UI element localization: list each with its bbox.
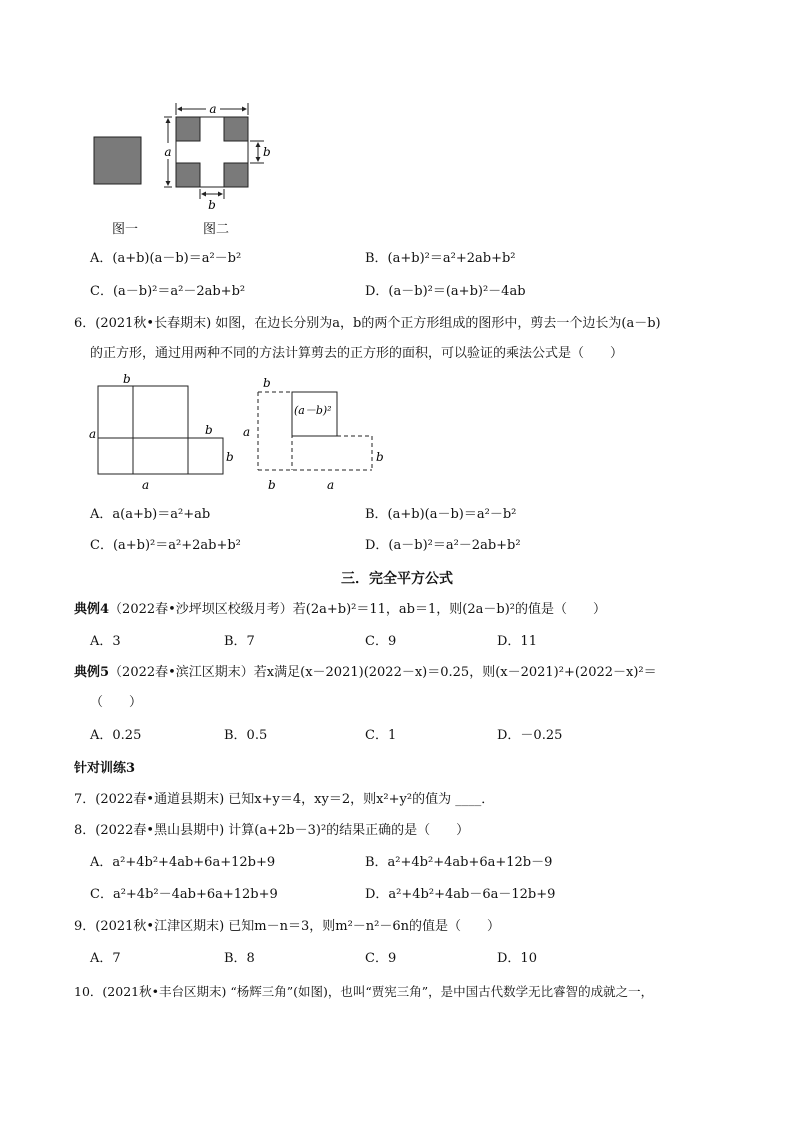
q7-text: 7．(2022春•通道县期末) 已知x+y＝4，xy＝2，则x²+y²的值为 ____． <box>74 792 495 807</box>
q6-option-c: C．(a+b)²＝a²+2ab+b² <box>90 538 241 553</box>
corner-square-br <box>224 163 248 187</box>
training-heading: 针对训练3 <box>74 761 136 776</box>
q9-option-c: C．9 <box>365 951 397 966</box>
fig2-left-b-top: b <box>123 372 131 386</box>
label-b-bottom: b <box>208 198 216 212</box>
fig2-left-b-right: b <box>226 450 234 464</box>
q8-option-a: A．a²+4b²+4ab+6a+12b+9 <box>90 855 276 870</box>
ex4-option-a: A．3 <box>90 634 121 649</box>
q8-option-b: B．a²+4b²+4ab+6a+12b－9 <box>365 855 553 870</box>
ex5-option-c: C．1 <box>365 728 397 743</box>
fig2-right-b-bottom: b <box>268 478 276 492</box>
q5-option-b: B．(a+b)²＝a²+2ab+b² <box>365 251 516 266</box>
ex4-option-b: B．7 <box>224 634 255 649</box>
q9-text: 9．(2021秋•江津区期末) 已知m－n＝3，则m²－n²－6n的值是（ ） <box>74 919 501 934</box>
ex5-option-a: A．0.25 <box>90 728 142 743</box>
fig2-right-b-right: b <box>376 450 384 464</box>
q5-option-a: A．(a+b)(a－b)＝a²－b² <box>90 251 242 266</box>
fig2-left-big <box>98 386 188 474</box>
example-5-label: 典例5 <box>74 665 110 680</box>
corner-square-tr <box>224 117 248 141</box>
fig2-right-a: a <box>243 425 251 439</box>
q9-option-d: D．10 <box>497 951 537 966</box>
q6-option-a: A．a(a+b)＝a²+ab <box>90 507 211 522</box>
example-4-text: （2022春•沙坪坝区校级月考）若(2a+b)²＝11，ab＝1，则(2a－b)²的值是（ ） <box>109 602 606 617</box>
q6-line-2: 的正方形，通过用两种不同的方法计算剪去的正方形的面积，可以验证的乘法公式是（ ） <box>90 346 624 361</box>
q8-text: 8．(2022春•黑山县期中) 计算(a+2b－3)²的结果正确的是（ ） <box>74 823 470 838</box>
figure-1-svg <box>80 95 280 220</box>
q5-option-d: D．(a－b)²＝(a+b)²－4ab <box>365 284 526 299</box>
fig2-left-b-right-top: b <box>205 423 213 437</box>
q9-option-a: A．7 <box>90 951 121 966</box>
example-4-label: 典例4 <box>74 602 110 617</box>
q6-option-d: D．(a－b)²＝a²－2ab+b² <box>365 538 521 553</box>
caption-figure-1: 图一 <box>112 222 139 237</box>
section-title: 三．完全平方公式 <box>341 571 453 587</box>
caption-figure-2: 图二 <box>203 222 230 237</box>
q8-option-d: D．a²+4b²+4ab－6a－12b+9 <box>365 887 556 902</box>
figure-2-svg <box>85 372 395 494</box>
q6-option-b: B．(a+b)(a－b)＝a²－b² <box>365 507 517 522</box>
q10-text: 10．(2021秋•丰台区期末) “杨辉三角”(如图)，也叫“贾宪三角”，是中国古代数学无比睿智的成就之一， <box>74 984 654 999</box>
figure-1 <box>80 95 280 220</box>
example-5 <box>74 664 657 682</box>
solid-square <box>94 137 141 184</box>
example-4 <box>74 601 606 619</box>
ex5-option-b: B．0.5 <box>224 728 268 743</box>
figure-2 <box>85 372 395 494</box>
example-5-line-2: （ ） <box>90 695 143 710</box>
label-b-right: b <box>263 145 271 159</box>
q9-option-b: B．8 <box>224 951 255 966</box>
q5-option-c: C．(a－b)²＝a²－2ab+b² <box>90 284 246 299</box>
fig2-right-square-label: (a－b)² <box>294 404 332 417</box>
label-a-left: a <box>164 145 172 159</box>
ex5-option-d: D．－0.25 <box>497 728 563 743</box>
ex4-option-c: C．9 <box>365 634 397 649</box>
example-5-text: （2022春•滨江区期末）若x满足(x－2021)(2022－x)＝0.25，则(x－2021)²+(2022－x)²＝ <box>109 665 657 680</box>
ex4-option-d: D．11 <box>497 634 537 649</box>
fig2-right-a-bottom: a <box>327 478 335 492</box>
corner-square-tl <box>176 117 200 141</box>
fig2-left-a-bottom: a <box>142 478 150 492</box>
q8-option-c: C．a²+4b²－4ab+6a+12b+9 <box>90 887 278 902</box>
label-a-top: a <box>209 102 217 116</box>
corner-square-bl <box>176 163 200 187</box>
fig2-right-b-top: b <box>263 376 271 390</box>
q6-line-1: 6．(2021秋•长春期末) 如图，在边长分别为a，b的两个正方形组成的图形中，剪去一个边长为(a－b) <box>74 316 661 331</box>
fig2-left-a: a <box>89 427 97 441</box>
fig2-left-small <box>188 438 223 474</box>
